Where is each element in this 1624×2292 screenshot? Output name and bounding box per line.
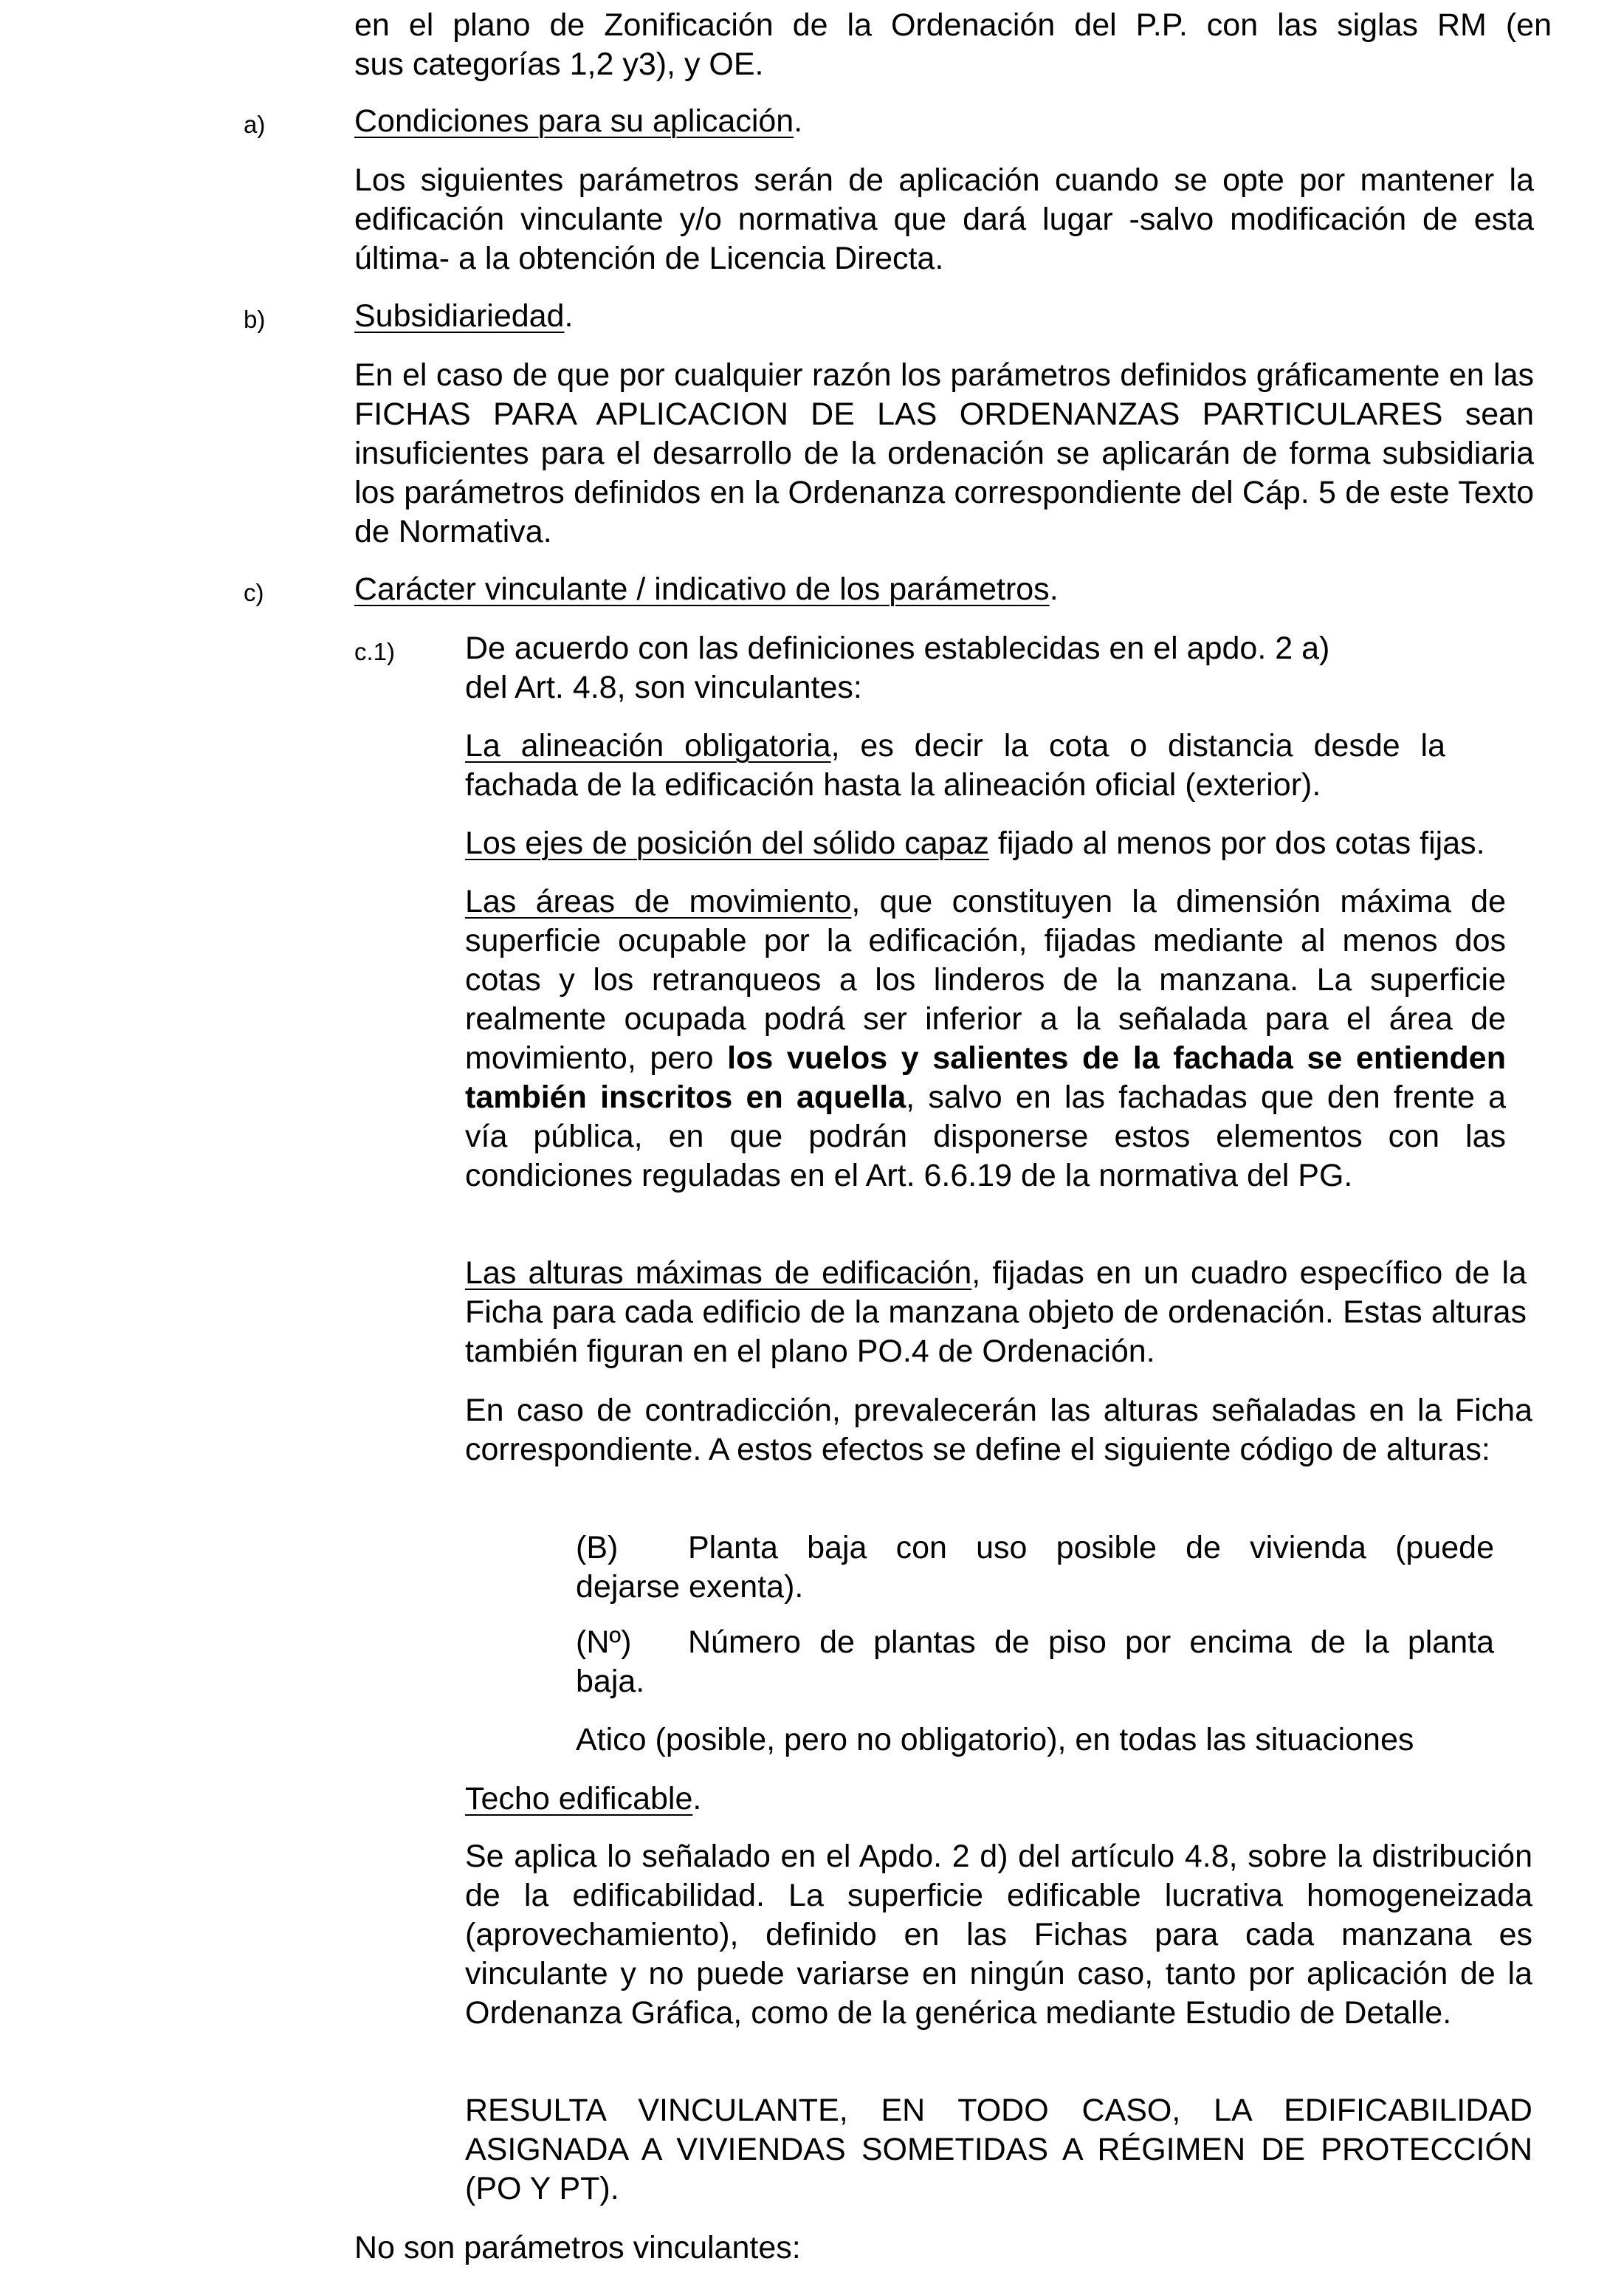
areas-text-2: , salvo en las fachadas que den frente a vía pública, en que podrán disponerse estos elementos con las condiciones reguladas en el Art. 6.6.19 de la normativa del PG. <box>465 1080 1507 1193</box>
alturas-text: , fijadas en un cuadro específico de la Ficha para cada edificio de la manzana objeto de ordenación. Estas alturas también figuran en el plano PO.4 de Ordenación. <box>465 1255 1527 1369</box>
code-n-label: (Nº) <box>576 1624 632 1660</box>
techo-end: . <box>692 1781 702 1816</box>
heading-c-text: Carácter vinculante / indicativo de los parámetros <box>354 572 1050 607</box>
code-b-line-1: Planta baja con uso posible de vivienda (puede <box>688 1530 1494 1565</box>
alineacion-text: , es decir la cota o distancia desde la fachada de la edificación hasta la alineación oficial (exterior). <box>465 728 1445 803</box>
code-b-text <box>576 1528 1494 1607</box>
techo-heading <box>465 1780 1425 1819</box>
intro-paragraph <box>354 6 1552 84</box>
areas-bold: los vuelos y salientes de la fachada se entienden también inscritos en aquella <box>465 1040 1506 1115</box>
marker-c: c) <box>244 579 264 606</box>
paragraph-techo: Se aplica lo señalado en el Apdo. 2 d) del artículo 4.8, sobre la distribución de la edificabilidad. La superficie edificable lucrativa homogeneizada (aprovechamiento), definido en las Fichas para cada manzana es vinculante y no puede variarse en ningún caso, tanto por aplicación de la Ordenanza Gráfica, como de la genérica mediante Estudio de Detalle. <box>465 1839 1532 2031</box>
heading-a-text: Condiciones para su aplicación <box>354 103 794 139</box>
alturas-term: Las alturas máximas de edificación <box>465 1255 972 1291</box>
techo-term: Techo edificable <box>465 1781 693 1816</box>
paragraph-ejes <box>465 824 1572 863</box>
ejes-text: fijado al menos por dos cotas fijas. <box>988 826 1485 861</box>
paragraph-areas <box>465 882 1506 1195</box>
heading-c-end: . <box>1049 572 1059 607</box>
paragraph-b: En el caso de que por cualquier razón los parámetros definidos gráficamente en las FICHAS PARA APLICACION DE LAS ORDENANZAS PARTICULARES sean insuficientes para el desarrollo de la ordenación se aplicarán de forma subsidiaria los parámetros definidos en la Ordenanza correspondiente del Cáp. 5 de este Texto de Normativa. <box>354 357 1534 549</box>
code-b-line-2: dejarse exenta). <box>576 1569 804 1605</box>
heading-b-end: . <box>564 298 574 334</box>
heading-c <box>354 570 1550 609</box>
areas-term: Las áreas de movimiento <box>465 884 852 919</box>
code-n-line-2: baja. <box>576 1664 645 1699</box>
alineacion-term: La alineación obligatoria <box>465 728 831 764</box>
heading-a-end: . <box>794 103 803 139</box>
c1-intro-line-2: del Art. 4.8, son vinculantes: <box>465 670 862 705</box>
code-n-line-1: Número de plantas de piso por encima de la planta <box>688 1624 1494 1660</box>
marker-b: b) <box>244 306 266 333</box>
code-n-text <box>576 1623 1494 1701</box>
heading-b-text: Subsidiariedad <box>354 298 565 334</box>
intro-line-2: sus categorías 1,2 y3), y OE. <box>354 47 764 82</box>
paragraph-a: Los siguientes parámetros serán de aplicación cuando se opte por mantener la edificación vinculante y/o normativa que dará lugar -salvo modificación de esta última- a la obtención de Licencia Directa. <box>354 162 1534 276</box>
marker-a: a) <box>244 111 266 138</box>
paragraph-resulta: RESULTA VINCULANTE, EN TODO CASO, LA EDIFICABILIDAD ASIGNADA A VIVIENDAS SOMETIDAS A RÉGIMEN DE PROTECCIÓN (PO Y PT). <box>465 2093 1532 2206</box>
c1-intro-line-1: De acuerdo con las definiciones establecidas en el apdo. 2 a) <box>465 631 1330 666</box>
marker-c1: c.1) <box>354 638 396 665</box>
atico-text: Atico (posible, pero no obligatorio), en todas las situaciones <box>576 1722 1414 1757</box>
paragraph-alineacion <box>465 727 1445 805</box>
paragraph-alturas <box>465 1254 1527 1371</box>
heading-a <box>354 102 1535 141</box>
intro-line-1: en el plano de Zonificación de la Ordenación del P.P. con las siglas RM (en <box>354 7 1552 43</box>
code-b-label: (B) <box>576 1530 619 1565</box>
no-vinculantes: No son parámetros vinculantes: <box>354 2230 801 2265</box>
paragraph-contradiccion: En caso de contradicción, prevalecerán las alturas señaladas en la Ficha correspondiente. A estos efectos se define el siguiente código de alturas: <box>465 1393 1532 1467</box>
c1-intro <box>465 629 1425 707</box>
areas-text-1: , que constituyen la dimensión máxima de superficie ocupable por la edificación, fijadas mediante al menos dos cotas y los retranqueos a los linderos de la manzana. La superficie realmente ocupada podrá ser inferior a la señalada para el área de movimiento, pero <box>465 884 1506 1076</box>
ejes-term: Los ejes de posición del sólido capaz <box>465 826 989 861</box>
heading-b <box>354 297 1535 336</box>
